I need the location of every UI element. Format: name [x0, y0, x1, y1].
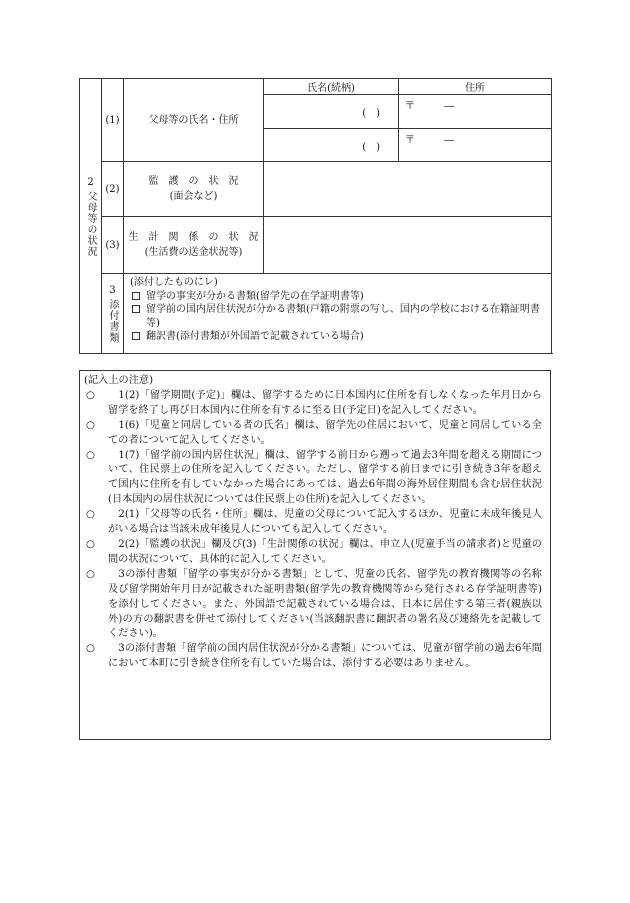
parent1-name-field[interactable] [264, 95, 399, 129]
parent2-name-field[interactable] [264, 129, 399, 162]
name-column-header: 氏名(続柄) [264, 79, 399, 95]
entry-notes-box [79, 370, 551, 740]
postal-dash: ― [444, 101, 455, 112]
circle-bullet-icon: ○ [86, 509, 95, 521]
note-item [84, 449, 542, 509]
postal-mark: 〒 [405, 101, 415, 112]
note-text: 3の添付書類「留学の事実が分かる書類」として、児童の氏名、留学先の教育機関等の名称及び留学開始年月日が記載された証明書類(留学先の教育機関等から発行される存学証明書等)を添付してください。また、外国語で記載されている場合は、日本に居住する第三者(親族以外)の方の翻訳書を併せて添付してください(当該翻訳書に翻訳者の署名及び連絡先を記載してください)。 [108, 568, 542, 640]
postal-mark: 〒 [405, 135, 415, 146]
note-text: 2(1)「父母等の氏名・住所」欄は、児童の父母について記入するほか、児童に未成年後見人がいる場合は当該未成年後見人についても記入してください。 [108, 509, 542, 536]
section2-title: 父母等の状況 [85, 190, 96, 257]
livelihood-status-field[interactable] [264, 217, 552, 274]
note-item [84, 538, 542, 568]
attachments-cell [124, 274, 552, 354]
attachment-label: 留学の事実が分かる書類(留学先の在学証明書等) [146, 290, 364, 302]
parent1-relation: ( ) [362, 108, 380, 119]
circle-bullet-icon: ○ [86, 568, 95, 580]
item2-label [124, 162, 264, 217]
notes-heading: (記入上の注意) [84, 375, 154, 386]
item2-label-line1: 監 護 の 状 況 [148, 176, 239, 187]
note-text: 3の添付書類「留学前の国内居住状況が分かる書類」については、児童が留学前の過去6年間において本町に引き続き住所を有していた場合は、添付する必要はありません。 [108, 643, 542, 670]
note-item [84, 642, 542, 672]
item3-label-line2: (生活費の送金状況等) [144, 247, 243, 258]
circle-bullet-icon: ○ [86, 419, 95, 431]
note-text: 1(6)「児童と同居している者の氏名」欄は、留学先の住居において、児童と同居している全ての者について記入してください。 [108, 419, 542, 446]
section3-header [102, 274, 124, 354]
parent1-address-field[interactable] [399, 95, 552, 129]
checkbox-icon[interactable] [132, 305, 140, 313]
section3-title: 添付書類 [107, 299, 118, 343]
section3-number: 3 [109, 285, 116, 296]
attachment-item[interactable] [130, 303, 547, 330]
note-item [84, 508, 542, 538]
parent2-relation: ( ) [362, 141, 380, 153]
custody-status-field[interactable] [264, 162, 552, 217]
item3-number: (3) [102, 217, 124, 274]
circle-bullet-icon: ○ [86, 538, 95, 550]
address-column-header: 住所 [399, 79, 552, 95]
attachment-item[interactable] [130, 330, 547, 344]
note-item [84, 419, 542, 449]
attachments-note: (添付したものにレ) [130, 277, 218, 288]
attachment-item[interactable] [130, 290, 547, 304]
section2-header [80, 79, 102, 354]
note-text: 2(2)「監護の状況」欄及び(3)「生計関係の状況」欄は、申立人(児童手当の請求者)と児童の間の状況について、具体的に記入してください。 [108, 538, 542, 565]
parents-status-table [79, 78, 552, 354]
checkbox-icon[interactable] [132, 332, 140, 340]
item2-number: (2) [102, 162, 124, 217]
item1-number: (1) [102, 79, 124, 162]
postal-dash: ― [444, 135, 455, 146]
note-text: 1(2)「留学期間(予定)」欄は、留学するために日本国内に住所を有しなくなった年月日から留学を終了し再び日本国内に住所を有するに至る日(予定日)を記入してください。 [108, 389, 542, 416]
note-item [84, 389, 542, 419]
note-text: 1(7)「留学前の国内居住状況」欄は、留学する前日から遡って過去3年間を超える期間について、住民票上の住所を記入してください。ただし、留学する前日までに引き続き3年を超えて国内に住所を有していなかった場合にあっては、過去6年間の海外居住期間も含む居住状況(日本国内の居住状況については住民票上の住所)を記入してください。 [108, 449, 542, 506]
item1-label: 父母等の氏名・住所 [124, 79, 264, 162]
circle-bullet-icon: ○ [86, 643, 95, 655]
item3-label-line1: 生 計 関 係 の 状 況 [128, 232, 259, 243]
circle-bullet-icon: ○ [86, 449, 95, 461]
circle-bullet-icon: ○ [86, 389, 95, 401]
section2-number: 2 [87, 176, 94, 188]
attachment-label: 留学前の国内居住状況が分かる書類(戸籍の附票の写し、国内の学校における在籍証明書等) [146, 304, 540, 329]
item2-label-line2: (面会など) [169, 191, 218, 202]
checkbox-icon[interactable] [132, 292, 140, 300]
attachment-label: 翻訳書(添付書類が外国語で記載されている場合) [146, 331, 364, 342]
parent2-address-field[interactable] [399, 129, 552, 162]
item3-label [124, 217, 264, 274]
note-item [84, 568, 542, 643]
